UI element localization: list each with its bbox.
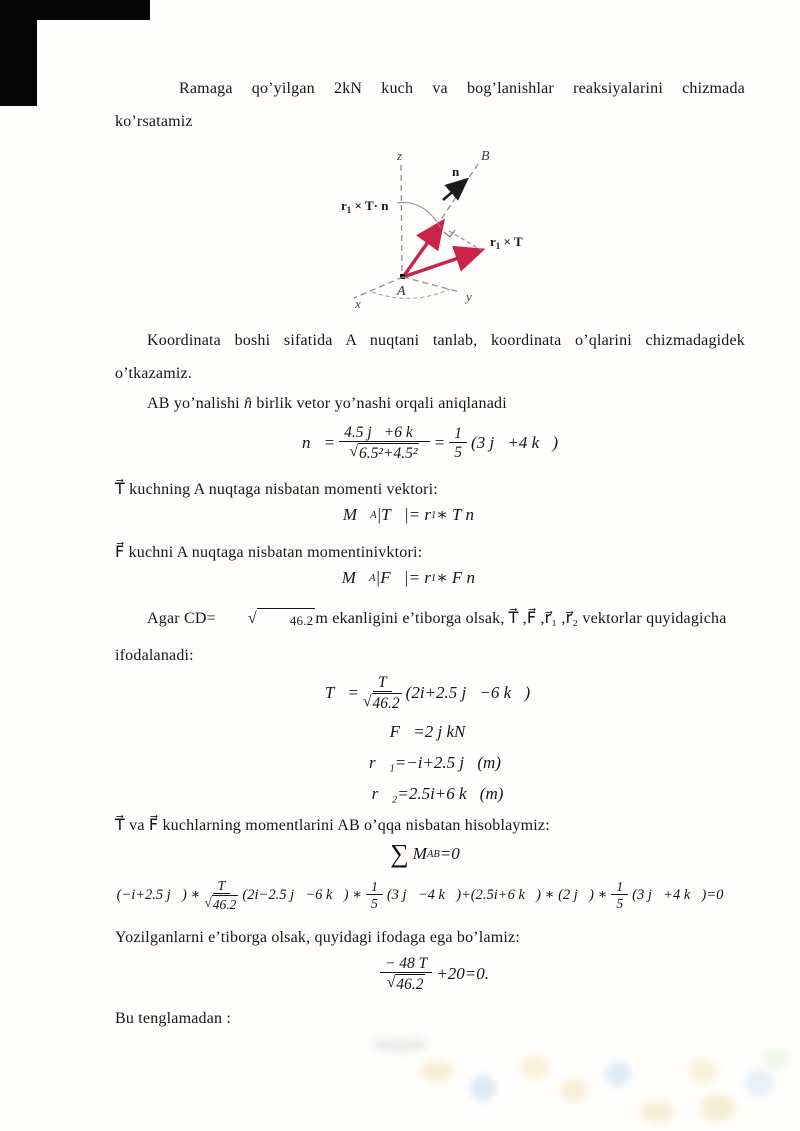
paragraph-text: T⃗ kuchning A nuqtaga nisbatan momenti vektori: — [115, 481, 438, 498]
denominator — [349, 442, 419, 462]
fraction — [363, 674, 402, 713]
sqrt — [204, 895, 238, 912]
radical-sign: √ — [247, 610, 257, 627]
formula-subscript: 1 — [430, 572, 437, 584]
formula-part: +20=0. — [436, 964, 490, 984]
radicand: 46.2 — [212, 897, 237, 913]
paragraph-ifodalanadi — [115, 645, 745, 666]
sqrt — [387, 974, 426, 993]
numerator: 1 — [611, 879, 628, 895]
formula-r2-vector — [110, 784, 765, 804]
formula-part: ∗ T n⃗ — [436, 505, 488, 524]
formula-result-equation — [115, 955, 750, 994]
formula-part: (3 j⃗−4 k⃗)+(2.5i+6 k⃗) ∗ (2 j⃗) ∗ — [386, 886, 608, 903]
formula-part: M⃗ — [341, 568, 370, 587]
y-axis-line — [403, 277, 460, 292]
perpendicular-dash-line — [449, 231, 481, 250]
formula-part: (3 j⃗+4 k⃗) — [471, 433, 559, 453]
scan-noise — [370, 1038, 430, 1052]
formula-sum-moments — [100, 841, 750, 867]
formula-moment-f — [115, 568, 715, 588]
formula-expanded-equation — [60, 878, 780, 912]
radicand: 6.5²+4.5² — [358, 445, 418, 463]
formula-part: |T⃗|= r — [376, 505, 431, 524]
label-sub: 1 — [346, 205, 352, 215]
scan-noise — [640, 1100, 674, 1124]
radical-sign: √ — [363, 693, 372, 711]
formula-part: r⃗₂=2.5i+6 k⃗(m) — [371, 784, 504, 803]
label-leader-line — [397, 203, 441, 228]
point-a-label: A — [397, 284, 406, 299]
scan-noise — [762, 1048, 790, 1070]
paragraph-text: ifodalanadi: — [115, 647, 194, 664]
paragraph-moments-ab — [115, 815, 745, 836]
denominator: 5 — [454, 444, 463, 462]
fraction — [204, 878, 238, 912]
numerator: T — [373, 674, 392, 692]
point-b-label: B — [481, 149, 490, 164]
sqrt — [363, 693, 402, 712]
denominator — [204, 894, 238, 912]
paragraph-text: F⃗ kuchni A nuqtaga nisbatan momentinivktori: — [115, 544, 423, 561]
radicand: 46.2 — [372, 695, 400, 713]
paragraph-text: Agar CD= — [147, 610, 216, 627]
label-part: r — [341, 198, 347, 213]
scan-noise — [605, 1062, 631, 1086]
fraction — [380, 955, 432, 994]
z-axis-label: z — [397, 148, 403, 163]
formula-part: ∗ F n⃗ — [436, 568, 489, 587]
unit-vector-symbol: n̂ — [244, 395, 253, 412]
numerator: T — [213, 878, 231, 894]
label-part: × T· n — [351, 198, 389, 213]
radical-sign: √ — [349, 443, 358, 461]
paragraph-text: ko’rsatamiz — [115, 113, 193, 130]
paragraph-yozilganlarni — [115, 927, 745, 948]
paragraph-agar-cd — [115, 608, 745, 631]
z-axis-line — [401, 165, 402, 271]
radicand: 46.2 — [257, 608, 316, 631]
formula-part: =0 — [439, 844, 460, 863]
paragraph-text: Ramaga qo’yilgan 2kN kuch va bog’lanishlar reaksiyalarini chizmada — [179, 80, 745, 97]
formula-part: r⃗₁=−i+2.5 j⃗(m) — [369, 753, 501, 772]
formula-part: |F⃗|= r — [375, 568, 431, 587]
formula-t-vector — [110, 674, 745, 713]
paragraph-text: AB yo’nalishi — [147, 395, 245, 412]
formula-subscript: AB — [426, 848, 440, 860]
formula-part: M — [412, 844, 427, 863]
fraction — [449, 425, 467, 462]
paragraph-bu-tenglamadan — [115, 1008, 745, 1029]
unit-vector-n-arrow — [443, 181, 465, 200]
y-axis-label: y — [466, 289, 472, 304]
denominator — [363, 692, 402, 712]
formula-part: T⃗= — [324, 683, 360, 703]
r1-cross-t-dot-n-label — [341, 198, 389, 215]
radical-sign: √ — [204, 895, 212, 911]
r1-cross-t-label — [490, 234, 523, 251]
paragraph-ab-direction — [115, 393, 745, 414]
scan-noise — [470, 1075, 496, 1101]
paragraph-text: Yozilganlarni e’tiborga olsak, quyidagi ifodaga ega bo’lamiz: — [115, 929, 520, 946]
formula-part: (2i+2.5 j⃗−6 k⃗) — [405, 683, 531, 703]
plane-arc-line — [372, 289, 450, 298]
radicand: 46.2 — [396, 976, 424, 994]
formula-part: F⃗=2 j kN — [389, 722, 466, 741]
formula-part: (−i+2.5 j⃗) ∗ — [116, 886, 201, 903]
x-axis-label: x — [355, 296, 361, 311]
paragraph-moment-t — [115, 479, 745, 500]
formula-part: (3 j⃗+4 k⃗)=0 — [632, 886, 724, 903]
formula-subscript: A — [369, 572, 376, 584]
denominator: 5 — [371, 896, 378, 912]
paragraph-text: Bu tenglamadan : — [115, 1010, 232, 1027]
scan-noise — [744, 1070, 774, 1096]
sqrt — [349, 443, 419, 462]
radical-sign: √ — [386, 974, 396, 992]
paragraph-text: m ekanligini e’tiborga olsak, T⃗ ,F⃗ ,r⃗₁ ,r⃗₂ vektorlar quyidagicha — [315, 610, 727, 627]
numerator: − 48 T — [380, 955, 432, 973]
scan-noise — [560, 1080, 588, 1102]
formula-subscript: A — [370, 509, 377, 521]
formula-f-vector — [110, 722, 745, 742]
scan-noise — [420, 1060, 454, 1082]
scan-noise — [688, 1058, 718, 1084]
paragraph-coordinates-line1 — [115, 330, 745, 351]
denominator — [387, 973, 426, 993]
formula-part: (2i−2.5 j⃗−6 k⃗) ∗ — [242, 886, 363, 903]
formula-part: M⃗ — [342, 505, 371, 524]
sqrt — [216, 608, 316, 631]
paragraph-intro-line1 — [115, 78, 745, 99]
numerator: 1 — [366, 879, 383, 895]
vector-moment-diagram — [330, 144, 545, 322]
formula-r1-vector — [110, 753, 760, 773]
paragraph-text: T⃗ va F⃗ kuchlarning momentlarini AB o’qqa nisbatan hisoblaymiz: — [115, 817, 550, 834]
formula-part: n⃗= — [301, 433, 336, 453]
scan-noise — [700, 1095, 736, 1121]
paragraph-intro-line2 — [115, 111, 745, 132]
scan-artifact-top — [0, 0, 150, 20]
denominator: 5 — [616, 896, 624, 912]
numerator: 4.5 j⃗+6 k⃗ — [339, 424, 430, 442]
paragraph-moment-f — [115, 542, 745, 563]
fraction — [366, 879, 383, 911]
numerator: 1 — [449, 425, 467, 443]
fraction — [339, 424, 430, 463]
paragraph-text: Koordinata boshi sifatida A nuqtani tanlab, koordinata o’qlarini chizmadagidek — [147, 332, 745, 349]
paragraph-coordinates-line2 — [115, 363, 745, 384]
paragraph-text: o’tkazamiz. — [115, 365, 192, 382]
formula-unit-vector — [115, 424, 745, 463]
formula-part: = — [433, 433, 446, 453]
formula-moment-t — [115, 505, 715, 525]
label-part: × T — [500, 234, 523, 249]
sigma-symbol: ∑ — [390, 839, 409, 868]
label-part: r — [490, 234, 496, 249]
formula-subscript: 1 — [431, 509, 437, 521]
unit-vector-n-label: n — [452, 164, 460, 179]
fraction — [611, 879, 628, 911]
scan-noise — [520, 1055, 550, 1079]
paragraph-text: birlik vetor yo’nashi orqali aniqlanadi — [252, 395, 507, 412]
x-axis-line — [354, 277, 403, 298]
label-sub: 1 — [495, 241, 501, 251]
